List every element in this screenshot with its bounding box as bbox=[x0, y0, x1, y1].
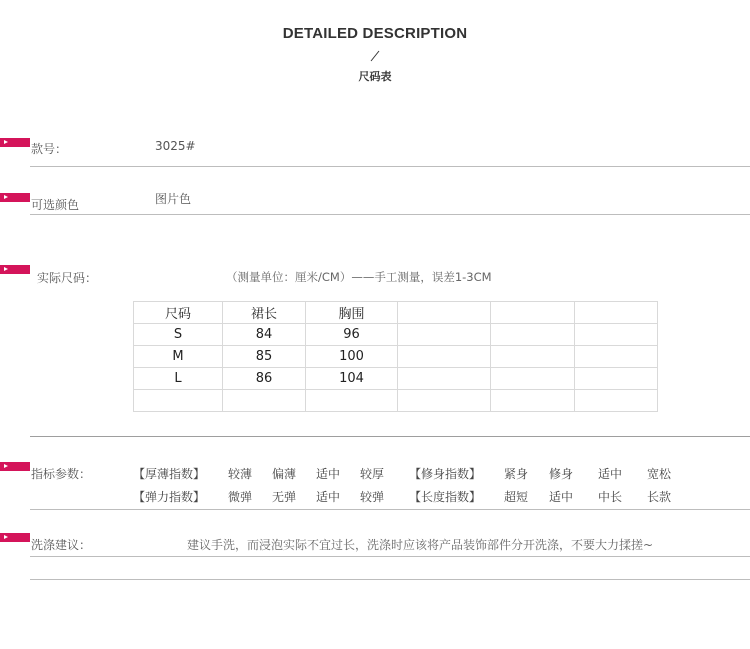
index-option: 超短 bbox=[504, 490, 529, 504]
size-label: 实际尺码： bbox=[37, 271, 98, 285]
table-row bbox=[134, 390, 658, 412]
index-option: 宽松 bbox=[647, 467, 672, 481]
index-option: 较厚 bbox=[360, 467, 385, 481]
section-marker-icon bbox=[0, 265, 30, 274]
color-value: 图片色 bbox=[155, 192, 192, 206]
table-cell bbox=[134, 390, 223, 412]
table-header-cell: 裙长 bbox=[223, 302, 306, 324]
table-cell bbox=[398, 346, 491, 368]
slash-divider-icon bbox=[0, 50, 750, 64]
table-cell bbox=[491, 324, 575, 346]
index-category: 【长度指数】 bbox=[409, 490, 482, 504]
index-option: 适中 bbox=[316, 467, 341, 481]
table-cell: 86 bbox=[223, 368, 306, 390]
divider bbox=[30, 166, 750, 167]
table-cell bbox=[398, 324, 491, 346]
table-header-row bbox=[134, 302, 658, 324]
divider bbox=[30, 436, 750, 437]
wash-label: 洗涤建议： bbox=[31, 538, 92, 552]
section-marker-icon bbox=[0, 533, 30, 542]
table-cell: 96 bbox=[306, 324, 398, 346]
table-cell: 100 bbox=[306, 346, 398, 368]
table-cell bbox=[575, 390, 658, 412]
index-option: 长款 bbox=[647, 490, 672, 504]
table-header-cell: 胸围 bbox=[306, 302, 398, 324]
table-header-cell: 尺码 bbox=[134, 302, 223, 324]
wash-value: 建议手洗，而浸泡实际不宜过长，洗涤时应该将产品装饰部件分开洗涤，不要大力揉搓~ bbox=[187, 538, 654, 552]
section-marker-icon bbox=[0, 138, 30, 147]
size-table bbox=[133, 301, 658, 412]
table-cell bbox=[306, 390, 398, 412]
index-option: 适中 bbox=[598, 467, 623, 481]
index-option: 微弹 bbox=[228, 490, 253, 504]
table-cell bbox=[575, 324, 658, 346]
table-cell bbox=[398, 390, 491, 412]
table-cell bbox=[398, 368, 491, 390]
index-category: 【修身指数】 bbox=[409, 467, 482, 481]
size-note: （测量单位：厘米/CM）——手工测量，误差1-3CM bbox=[226, 270, 492, 284]
table-row bbox=[134, 346, 658, 368]
index-option: 偏薄 bbox=[272, 467, 297, 481]
page-title: DETAILED DESCRIPTION bbox=[282, 25, 468, 42]
table-cell bbox=[491, 368, 575, 390]
divider bbox=[30, 509, 750, 510]
table-cell: 84 bbox=[223, 324, 306, 346]
index-category: 【弹力指数】 bbox=[133, 490, 206, 504]
divider bbox=[30, 579, 750, 580]
table-cell: L bbox=[134, 368, 223, 390]
index-option: 适中 bbox=[549, 490, 574, 504]
style-no-value: 3025# bbox=[155, 139, 196, 153]
index-option: 中长 bbox=[598, 490, 623, 504]
table-cell: 85 bbox=[223, 346, 306, 368]
table-cell bbox=[491, 346, 575, 368]
section-marker-icon bbox=[0, 193, 30, 202]
color-label: 可选颜色 bbox=[31, 198, 80, 212]
table-row bbox=[134, 324, 658, 346]
table-cell bbox=[491, 390, 575, 412]
table-header-cell bbox=[491, 302, 575, 324]
index-option: 适中 bbox=[316, 490, 341, 504]
index-option: 较弹 bbox=[360, 490, 385, 504]
table-cell: S bbox=[134, 324, 223, 346]
table-cell bbox=[575, 346, 658, 368]
index-option: 较薄 bbox=[228, 467, 253, 481]
divider bbox=[30, 556, 750, 557]
table-row bbox=[134, 368, 658, 390]
divider bbox=[30, 214, 750, 215]
index-option: 修身 bbox=[549, 467, 574, 481]
index-option: 无弹 bbox=[272, 490, 297, 504]
indices-label: 指标参数： bbox=[31, 467, 92, 481]
table-cell bbox=[223, 390, 306, 412]
index-category: 【厚薄指数】 bbox=[133, 467, 206, 481]
page-subtitle: 尺码表 bbox=[358, 70, 392, 83]
style-no-label: 款号： bbox=[31, 142, 68, 156]
table-header-cell bbox=[575, 302, 658, 324]
table-cell: 104 bbox=[306, 368, 398, 390]
index-option: 紧身 bbox=[504, 467, 529, 481]
table-header-cell bbox=[398, 302, 491, 324]
table-cell bbox=[575, 368, 658, 390]
section-marker-icon bbox=[0, 462, 30, 471]
table-cell: M bbox=[134, 346, 223, 368]
